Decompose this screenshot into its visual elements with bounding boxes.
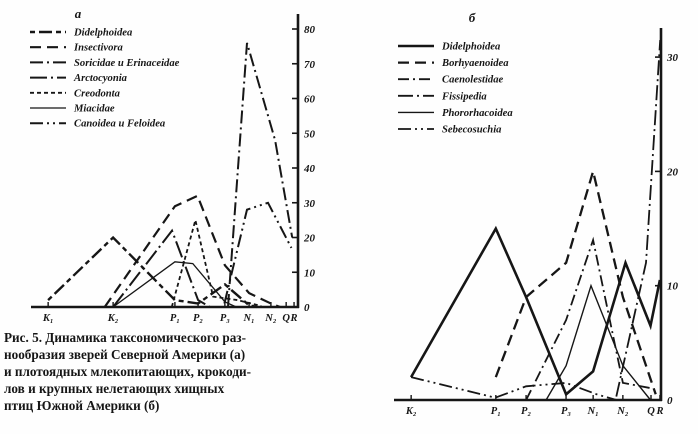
- x-tick-label: P₃: [219, 313, 230, 324]
- chart-b: [388, 0, 698, 434]
- x-tick-label: N₂: [265, 313, 277, 324]
- x-tick-label: Q: [282, 313, 290, 324]
- legend-label: Caenolestidae: [442, 74, 504, 86]
- series-line-canoidea-feloidea: [224, 203, 291, 304]
- legend-label: Canoidea и Feloidea: [74, 118, 166, 130]
- y-tick-label: 0: [667, 395, 673, 407]
- legend-label: Miacidae: [74, 103, 115, 115]
- y-tick-label: 80: [304, 24, 315, 36]
- x-tick-label: P₁: [490, 406, 501, 417]
- series-line-insectivora: [105, 196, 280, 307]
- caption-line-4: лов и крупных нелетающих хищных: [4, 381, 225, 396]
- y-tick-label: 40: [304, 163, 315, 175]
- y-tick-label: 20: [667, 166, 678, 179]
- legend-label: Insectivora: [74, 42, 123, 54]
- x-tick-label: P₂: [521, 406, 532, 417]
- panel-title: а: [74, 6, 82, 21]
- panel-title: б: [468, 10, 476, 25]
- x-tick-label: K₂: [405, 406, 417, 417]
- y-tick-label: 0: [304, 302, 310, 314]
- series-line-soricidae-erinaceidae: [228, 43, 292, 307]
- x-tick-label: P₃: [561, 406, 572, 417]
- x-tick-label: R: [290, 313, 298, 324]
- x-tick-label: P₂: [193, 313, 204, 324]
- figure-caption: [4, 329, 310, 414]
- y-tick-label: 70: [304, 58, 315, 71]
- legend-label: Didelphoidea: [74, 27, 133, 39]
- x-tick-label: R: [656, 406, 664, 417]
- series-line-arctocyonia: [113, 231, 210, 307]
- series-line-sebecosuchia: [411, 377, 616, 400]
- y-tick-label: 30: [304, 197, 315, 210]
- y-tick-label: 20: [304, 232, 315, 245]
- x-tick-label: K₂: [107, 313, 119, 324]
- caption-line-2: нообразия зверей Северной Америки (а): [4, 347, 246, 362]
- x-tick-label: P₁: [169, 313, 180, 324]
- chart-a: [0, 0, 340, 332]
- x-tick-label: N₁: [243, 313, 255, 324]
- caption-line-5: птиц Южной Америки (б): [4, 398, 160, 413]
- x-tick-label: N₁: [587, 406, 599, 417]
- legend-label: Didelphoidea: [442, 41, 501, 53]
- y-tick-label: 10: [667, 280, 678, 293]
- legend-label: Borhyaenoidea: [442, 58, 509, 70]
- y-tick-label: 50: [304, 128, 315, 141]
- x-tick-label: Q: [647, 406, 655, 417]
- caption-line-1: Рис. 5. Динамика таксономического раз-: [4, 330, 246, 345]
- y-tick-label: 10: [304, 267, 315, 280]
- legend-label: Arctocyonia: [74, 73, 127, 85]
- x-tick-label: K₁: [42, 313, 54, 324]
- legend-label: Soricidae и Erinaceidae: [74, 57, 180, 69]
- caption-line-3: и плотоядных млекопитающих, крокоди-: [4, 364, 252, 379]
- x-tick-label: N₂: [617, 406, 629, 417]
- legend-label: Phororhacoidea: [442, 107, 513, 119]
- y-tick-label: 60: [304, 93, 315, 106]
- series-line-creodonta: [172, 220, 261, 307]
- legend-label: Fissipedia: [442, 91, 487, 103]
- y-tick-label: 30: [667, 52, 678, 65]
- legend-label: Sebecosuchia: [442, 124, 502, 136]
- legend-label: Creodonta: [74, 88, 120, 100]
